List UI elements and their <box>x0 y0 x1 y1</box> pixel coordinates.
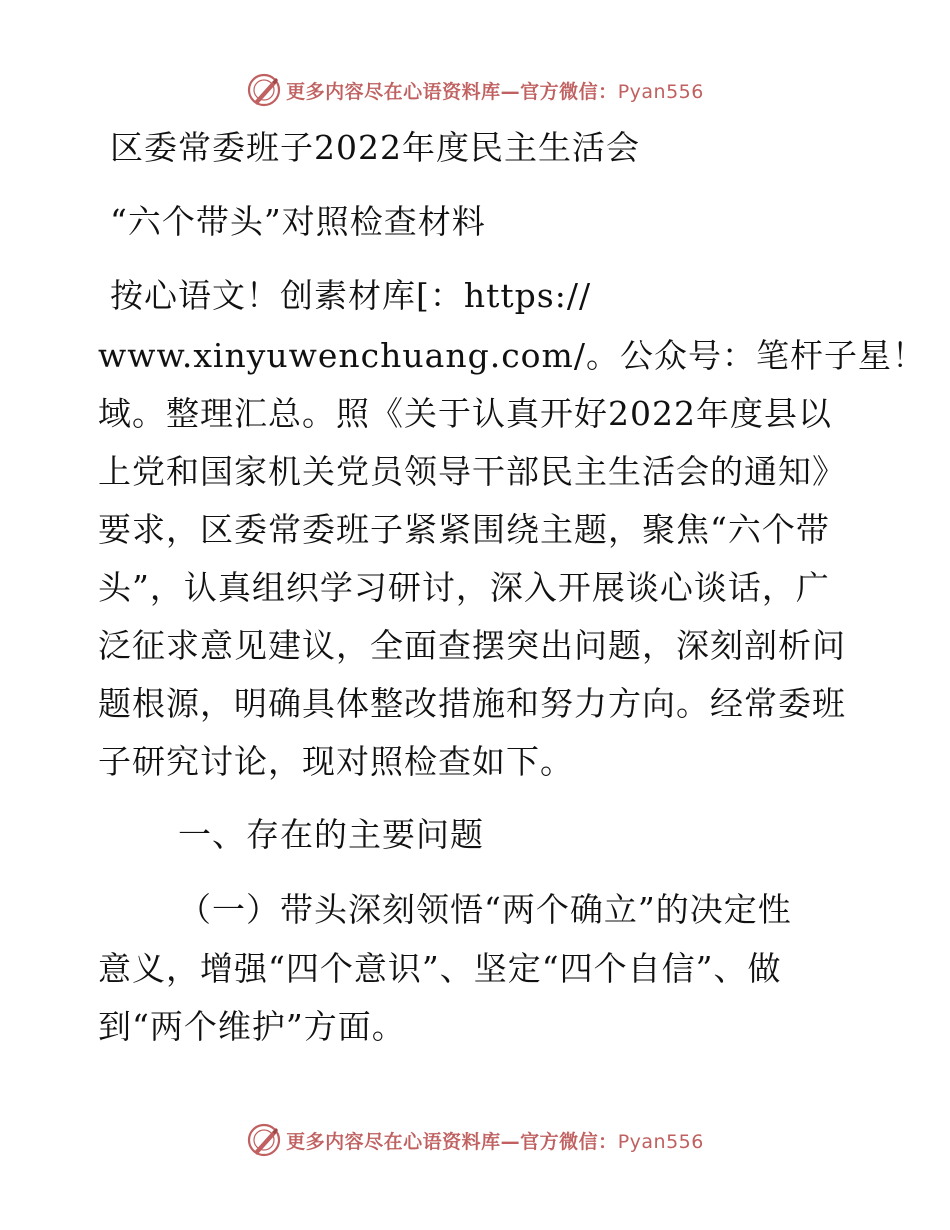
document-subtitle: “六个带头”对照检查材料 <box>110 202 486 241</box>
paragraph-line: 泛征求意见建议，全面查摆突出问题，深刻剖析问 <box>98 626 846 665</box>
subsection-line: （一）带头深刻领悟“两个确立”的决定性 <box>178 890 792 929</box>
pen-logo-icon <box>246 72 282 108</box>
paragraph-line: 头”，认真组织学习研讨，深入开展谈心谈话，广 <box>98 568 830 607</box>
paragraph-line: 按心语文！创素材库[：https:// <box>110 276 592 315</box>
document-title: 区委常委班子2022年度民主生活会 <box>110 128 640 167</box>
watermark-text: 更多内容尽在心语资料库—官方微信：Pyan556 <box>286 1130 704 1153</box>
watermark-text: 更多内容尽在心语资料库—官方微信：Pyan556 <box>286 80 704 103</box>
paragraph-line: 域。整理汇总。照《关于认真开好2022年度县以 <box>98 394 832 433</box>
paragraph-line: 要求，区委常委班子紧紧围绕主题，聚焦“六个带 <box>98 510 830 549</box>
paragraph-line: 子研究讨论，现对照检查如下。 <box>98 742 574 781</box>
pen-logo-icon <box>246 1122 282 1158</box>
section-heading: 一、存在的主要问题 <box>178 815 484 854</box>
subsection-line: 到“两个维护”方面。 <box>98 1007 406 1046</box>
paragraph-line: 题根源，明确具体整改措施和努力方向。经常委班 <box>98 684 846 723</box>
paragraph-line: www.xinyuwenchuang.com/。公众号：笔杆子星！ <box>98 336 926 375</box>
watermark-footer <box>0 1120 950 1160</box>
watermark-header <box>0 70 950 110</box>
paragraph-line: 上党和国家机关党员领导干部民主生活会的通知》 <box>98 452 846 491</box>
subsection-line: 意义，增强“四个意识”、坚定“四个自信”、做 <box>98 949 782 988</box>
